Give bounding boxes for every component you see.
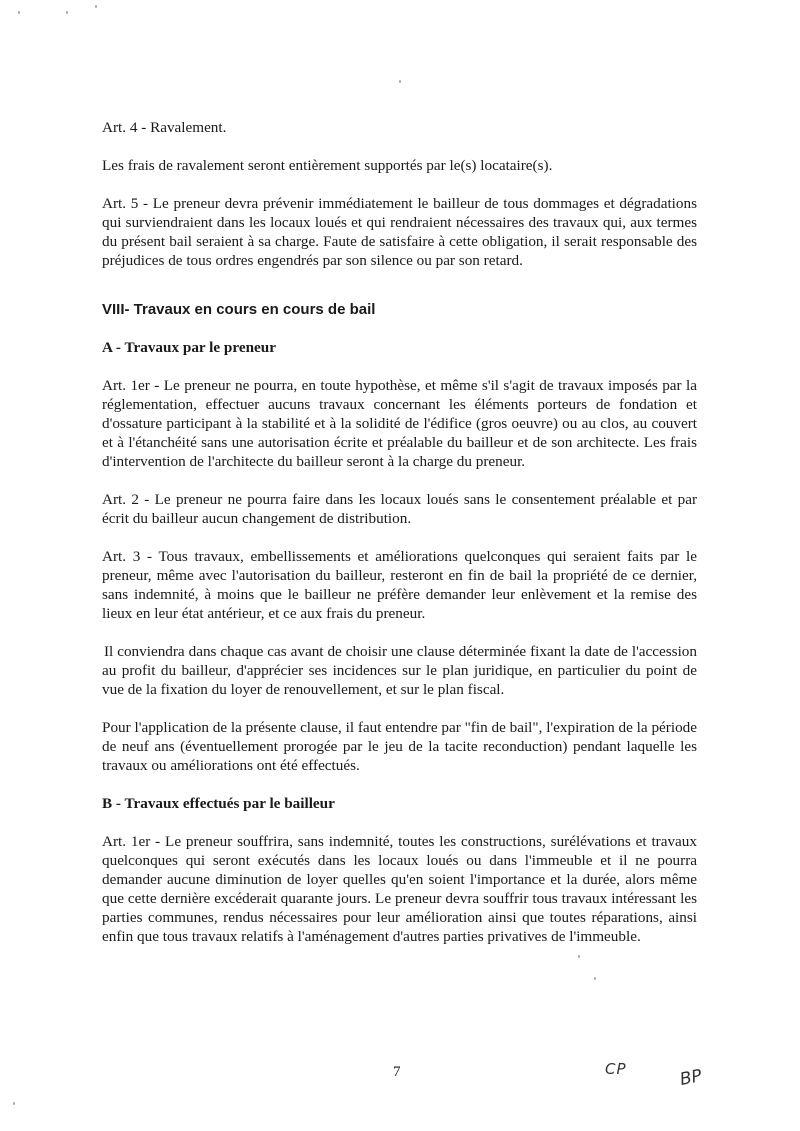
article-5-body: Art. 5 - Le preneur devra prévenir immédiatement le bailleur de tous dommages et dégradations qui surviendraient dans les locaux loués et qui rendraient nécessaires des travaux qui, aux termes du présent bail seraient à sa charge. Faute de satisfaire à cette obligation, il serait responsable des préjudices de tous ordres engendrés par son silence ou par son retard. bbox=[102, 195, 697, 269]
subsection-b-article-1: Art. 1er - Le preneur souffrira, sans indemnité, toutes les constructions, surélévations et travaux quelconques qui seront exécutés dans les locaux loués ou dans l'immeuble et il ne pourra demander aucune diminution de loyer quelles qu'en soient l'importance et la durée, alors même que cette dernière excéderait quarante jours. Le preneur devra souffrir tous travaux intéressant les parties communes, rendus nécessaires pour leur amélioration ainsi que toutes réparations, ainsi enfin que tous travaux relatifs à l'aménagement d'autres parties privatives de l'immeuble. bbox=[102, 833, 697, 945]
scan-artifact bbox=[13, 1102, 15, 1105]
page-number: 7 bbox=[393, 1064, 401, 1080]
handwritten-initials-1: CP bbox=[605, 1060, 627, 1078]
scan-artifact bbox=[399, 80, 401, 83]
subsection-a-definition: Pour l'application de la présente clause, il faut entendre par "fin de bail", l'expiration de la période de neuf ans (éventuellement prorogée par le jeu de la tacite reconduction) pendant laquelle les travaux ou améliorations ont été effectués. bbox=[102, 719, 697, 774]
article-4-title: Art. 4 - Ravalement. bbox=[102, 119, 227, 136]
scan-artifact bbox=[66, 11, 68, 14]
subsection-a-note: Il conviendra dans chaque cas avant de choisir une clause déterminée fixant la date de l'accession au profit du bailleur, d'apprécier ses incidences sur le plan juridique, en particulier du point de vue de la fixation du loyer de renouvellement, et sur le plan fiscal. bbox=[102, 643, 697, 698]
handwritten-initials-2: BP bbox=[678, 1065, 704, 1091]
scan-artifact bbox=[18, 11, 20, 14]
scan-artifact bbox=[594, 977, 596, 980]
article-4-body: Les frais de ravalement seront entièrement supportés par le(s) locataire(s). bbox=[102, 157, 553, 174]
document-body bbox=[102, 118, 697, 946]
subsection-a-title: A - Travaux par le preneur bbox=[102, 339, 276, 356]
subsection-b-title: B - Travaux effectués par le bailleur bbox=[102, 795, 335, 812]
section-viii-title: VIII- Travaux en cours en cours de bail bbox=[102, 301, 376, 318]
subsection-a-article-3: Art. 3 - Tous travaux, embellissements et améliorations quelconques qui seraient faits par le preneur, même avec l'autorisation du bailleur, resteront en fin de bail la propriété de ce dernier, sans indemnité, à moins que le bailleur ne préfère demander leur enlèvement et la remise des lieux en leur état antérieur, et ce aux frais du preneur. bbox=[102, 548, 697, 622]
scan-artifact bbox=[95, 5, 97, 8]
subsection-a-article-2: Art. 2 - Le preneur ne pourra faire dans les locaux loués sans le consentement préalable et par écrit du bailleur aucun changement de distribution. bbox=[102, 491, 697, 527]
scan-artifact bbox=[578, 955, 580, 958]
subsection-a-article-1: Art. 1er - Le preneur ne pourra, en toute hypothèse, et même s'il s'agit de travaux imposés par la réglementation, effectuer aucuns travaux concernant les éléments porteurs de fondation et d'ossature participant à la stabilité et à la solidité de l'édifice (gros oeuvre) ou au clos, au couvert et à l'étanchéité sans une autorisation écrite et préalable du bailleur et de son architecte. Les frais d'intervention de l'architecte du bailleur seront à la charge du preneur. bbox=[102, 377, 697, 470]
